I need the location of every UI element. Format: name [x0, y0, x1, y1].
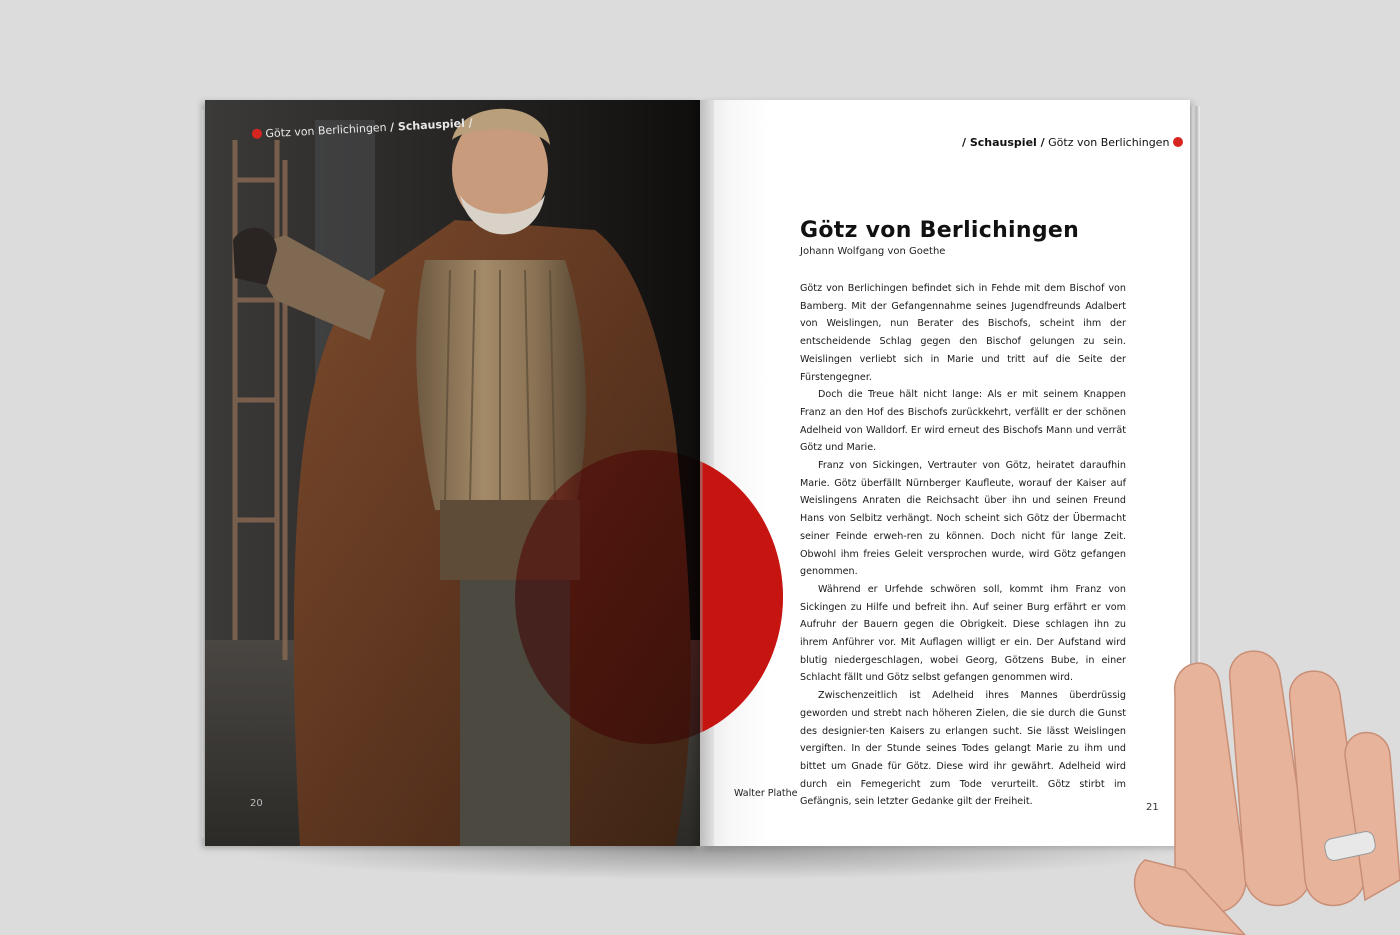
hand-image: [1125, 640, 1400, 935]
red-dot-icon: [1173, 137, 1183, 147]
play-author: Johann Wolfgang von Goethe: [800, 246, 946, 257]
right-header-section: / Schauspiel /: [962, 136, 1045, 149]
red-dot-icon: [252, 128, 263, 139]
right-running-header: [962, 136, 1183, 149]
play-title: Götz von Berlichingen: [800, 218, 1080, 243]
page-number-left: 20: [250, 798, 263, 809]
left-header-title: Götz von Berlichingen: [265, 120, 387, 141]
page-number-right: 21: [1146, 802, 1159, 813]
synopsis-text: [800, 280, 1126, 811]
red-circle-overlay: [515, 450, 783, 744]
synopsis-paragraph: Franz von Sickingen, Vertrauter von Götz, heiratet daraufhin Marie. Götz überfällt Nürnberger Kaufleute, worauf der Kaiser auf Weislingens Anraten die Reichsacht über ihn und seinen Freund Hans von Selbitz verhängt. Noch scheint sich Götz der Übermacht seiner Feinde erweh-ren zu können. Doch nicht für lange Zeit. Obwohl ihm freies Geleit versprochen wurde, wird Götz gefangen genommen.: [800, 460, 1126, 578]
synopsis-paragraph: Zwischenzeitlich ist Adelheid ihres Mannes überdrüssig geworden und strebt nach höheren Zielen, die sie durch die Gunst des designier-ten Kaisers zu erlangen sucht. Sie lässt Weislingen vergiften. In der Stunde seines Todes gelangt Marie zu ihm und bittet um Gnade für Götz. Diese wird ihr gewährt. Adelheid wird durch ein Femegericht zum Tode verurteilt. Götz stirbt im Gefängnis, sein letzter Gedanke gilt der Freiheit.: [800, 690, 1126, 808]
right-header-title: Götz von Berlichingen: [1048, 136, 1170, 149]
photo-caption: Walter Plathe: [734, 788, 798, 799]
synopsis-paragraph: Götz von Berlichingen befindet sich in Fehde mit dem Bischof von Bamberg. Mit der Gefangennahme seines Jugendfreunds Adalbert von Weislingen, nun Berater des Bischofs, scheint ihm der entscheidende Schlag gegen den Bischof gelungen zu sein. Weislingen verliebt sich in Marie und tritt auf die Seite der Fürstengegner.: [800, 283, 1126, 383]
synopsis-paragraph: Doch die Treue hält nicht lange: Als er mit seinem Knappen Franz an den Hof des Bischofs zurückkehrt, verfällt er der schönen Adelheid von Walldorf. Er wird erneut des Bischofs Mann und verrät Götz und Marie.: [800, 389, 1126, 454]
left-header-section: / Schauspiel /: [389, 116, 473, 134]
synopsis-paragraph: Während er Urfehde schwören soll, kommt ihm Franz von Sickingen zu Hilfe und befreit ihn. Auf seiner Burg erfährt er vom Aufruhr der Bauern gegen die Obrigkeit. Diese schlagen ihn zu ihrem Anführer vor. Mit Auflagen willigt er ein. Der Aufstand wird blutig niedergeschlagen, wobei Georg, Götzens Bube, in einer Schlacht fällt und Götz selbst gefangen genommen wird.: [800, 583, 1126, 684]
